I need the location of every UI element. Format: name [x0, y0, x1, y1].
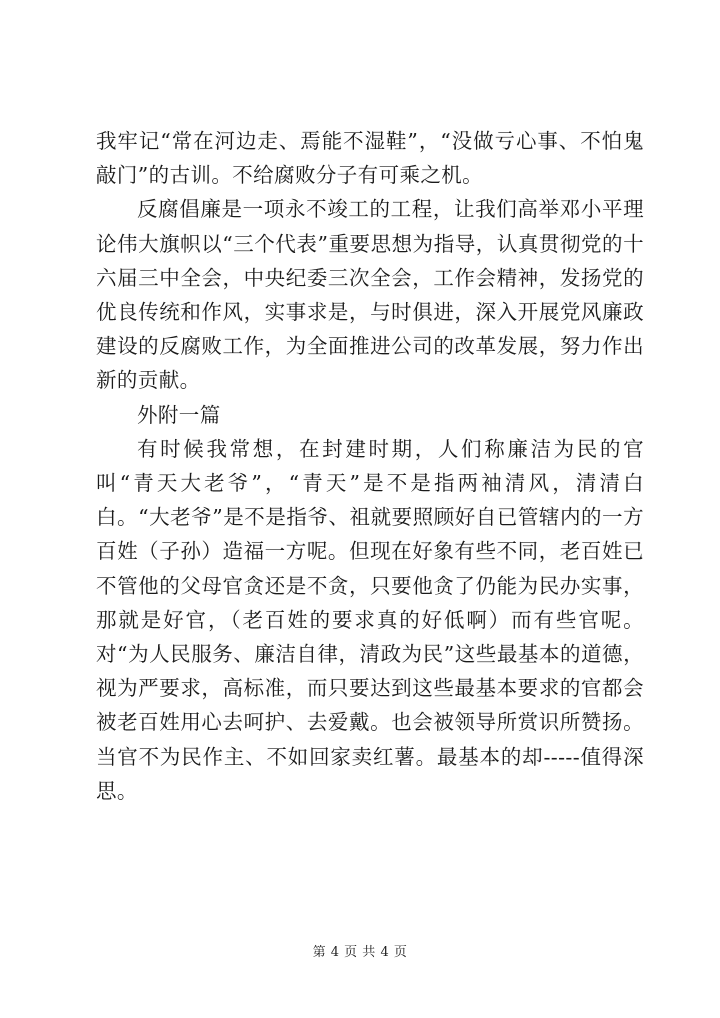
- paragraph-appendix-heading: 外附一篇: [137, 402, 221, 427]
- document-body: [96, 124, 644, 808]
- paragraph-continuation: 我牢记“常在河边走、焉能不湿鞋”，“没做亏心事、不怕鬼敲门”的古训。不给腐败分子有可乘之机。: [96, 129, 644, 188]
- paragraph-anti-corruption: 反腐倡廉是一项永不竣工的工程，让我们高举邓小平理论伟大旗帜以“三个代表”重要思想为指导，认真贯彻党的十六届三中全会，中央纪委三次全会，工作会精神，发扬党的优良传统和作风，实事求是，与时俱进，深入开展党风廉政建设的反腐败工作，为全面推进公司的改革发展，努力作出新的贡献。: [96, 197, 644, 393]
- paragraph-appendix-body: 有时候我常想，在封建时期，人们称廉洁为民的官叫“青天大老爷”，“青天”是不是指两袖清风，清清白白。“大老爷”是不是指爷、祖就要照顾好自已管辖内的一方百姓（子孙）造福一方呢。但现在好象有些不同，老百姓已不管他的父母官贪还是不贪，只要他贪了仍能为民办实事，那就是好官，（老百姓的要求真的好低啊）而有些官呢。对“为人民服务、廉洁自律，清政为民”这些最基本的道德，视为严要求，高标准，而只要达到这些最基本要求的官都会被老百姓用心去呵护、去爱戴。也会被领导所赏识所赞扬。当官不为民作主、不如回家卖红薯。最基本的却-----值得深思。: [96, 436, 644, 803]
- page-footer: 第 4 页 共 4 页: [312, 945, 408, 960]
